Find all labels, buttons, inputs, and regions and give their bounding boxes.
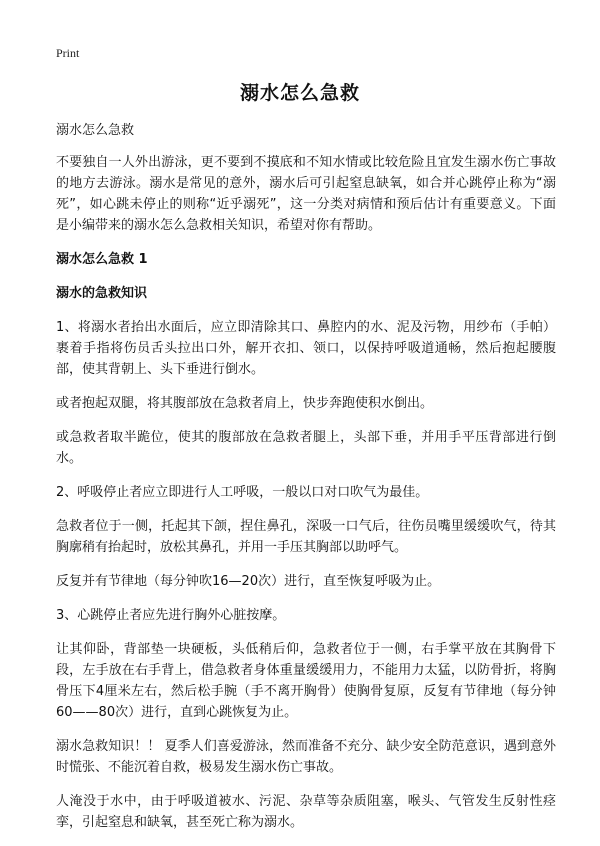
step1-alt1-paragraph: 或者抱起双腿，将其腹部放在急救者肩上，快步奔跑使积水倒出。: [56, 396, 434, 411]
tips-paragraph: 溺水急救知识！！ 夏季人们喜爱游泳，然而准备不充分、缺少安全防范意识，遇到意外时慌张、不能沉着自救，极易发生溺水伤亡事故。: [56, 739, 556, 775]
step2-detail-paragraph: 急救者位于一侧，托起其下颌，捏住鼻孔，深吸一口气后，往伤员嘴里缓缓吹气，待其胸廓稍有抬起时，放松其鼻孔，并用一手压其胸部以助呼气。: [56, 519, 556, 555]
step1-paragraph: 1、将溺水者抬出水面后，应立即清除其口、鼻腔内的水、泥及污物，用纱布（手帕）裹着手指将伤员舌头拉出口外，解开衣扣、领口，以保持呼吸道通畅，然后抱起腰腹部，使其背朝上、头下垂进行倒水。: [56, 320, 556, 377]
print-label: Print: [56, 46, 80, 60]
step3-detail-paragraph: 让其仰卧，背部垫一块硬板，头低稍后仰，急救者位于一侧，右手掌平放在其胸骨下段，左手放在右手背上，借急救者身体重量缓缓用力，不能用力太猛，以防骨折，将胸骨压下4厘米左右，然后松手腕（手不离开胸骨）使胸骨复原，反复有节律地（每分钟60——80次）进行，直到心跳恢复为止。: [56, 642, 556, 720]
step2-paragraph: 2、呼吸停止者应立即进行人工呼吸，一般以口对口吹气为最佳。: [56, 485, 429, 500]
section-heading: 溺水怎么急救 1: [56, 252, 148, 267]
step2-repeat-paragraph: 反复并有节律地（每分钟吹16—20次）进行，直至恢复呼吸为止。: [56, 574, 441, 589]
knowledge-heading: 溺水的急救知识: [56, 286, 148, 301]
article-subtitle: 溺水怎么急救: [56, 123, 135, 138]
intro-paragraph: 不要独自一人外出游泳，更不要到不摸底和不知水情或比较危险且宜发生溺水伤亡事故的地方去游泳。溺水是常见的意外，溺水后可引起窒息缺氧，如合并心跳停止称为“溺死”，如心跳未停止的则称“近乎溺死”，这一分类对病情和预后估计有重要意义。下面是小编带来的溺水怎么急救相关知识，希望对你有帮助。: [56, 155, 556, 233]
page-title: 溺水怎么急救: [239, 82, 360, 104]
article-body: [56, 120, 556, 846]
definition-paragraph: 人淹没于水中，由于呼吸道被水、污泥、杂草等杂质阻塞，喉头、气管发生反射性痉挛，引起窒息和缺氧，甚至死亡称为溺水。: [56, 794, 556, 830]
step1-alt2-paragraph: 或急救者取半跪位，使其的腹部放在急救者腿上，头部下垂，并用手平压背部进行倒水。: [56, 430, 556, 466]
step3-paragraph: 3、心跳停止者应先进行胸外心脏按摩。: [56, 608, 286, 623]
